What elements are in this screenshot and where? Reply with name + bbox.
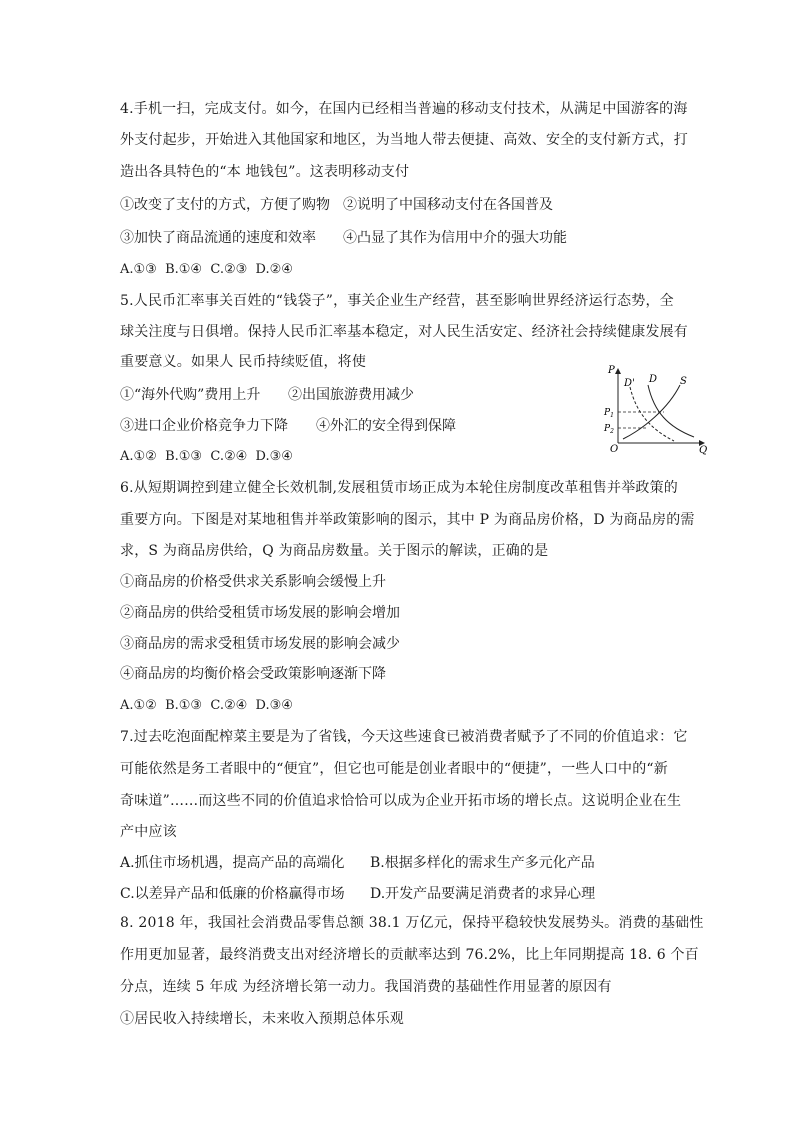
- q4-item-4: ④凸显了其作为信用中介的强大功能: [343, 230, 567, 246]
- supply-demand-diagram: [598, 357, 716, 459]
- q8-line-1: 8. 2018 年，我国社会消费品零售总额 38.1 万亿元，保持平稳较快发展势头。消费的基础性: [120, 915, 704, 931]
- q5-line-3: 重要意义。如果人 民币持续贬值，将使: [120, 354, 367, 370]
- q4-line-3: 造出各具特色的“本 地钱包”。这表明移动支付: [120, 164, 410, 180]
- q6-item-2: ②商品房的供给受租赁市场发展的影响会增加: [120, 605, 400, 621]
- supply-label: S: [680, 376, 687, 387]
- price-axis-label: P: [608, 365, 615, 376]
- q5-choices: A.①② B.①③ C.②④ D.③④: [120, 449, 293, 464]
- q7-line-4: 产中应该: [120, 824, 177, 840]
- q7-option-a: A.抓住市场机遇，提高产品的高端化: [120, 855, 345, 871]
- q8-line-2: 作用更加显著，最终消费支出对经济增长的贡献率达到 76.2%，比上年同期提高 18. 6 个百: [120, 947, 699, 963]
- demand-curve: [648, 385, 694, 437]
- origin-label: O: [610, 444, 619, 455]
- q5-item-1: ①“海外代购”费用上升: [120, 387, 261, 403]
- q5-item-2: ②出国旅游费用减少: [288, 387, 414, 403]
- q5-line-2: 球关注度与日俱增。保持人民币汇率基本稳定，对人民生活安定、经济社会持续健康发展有: [120, 324, 688, 340]
- q6-choices: A.①② B.①③ C.②④ D.③④: [120, 698, 293, 713]
- q7-option-b: B.根据多样化的需求生产多元化产品: [370, 855, 595, 871]
- q8-line-3: 分点，连续 5 年成 为经济增长第一动力。我国消费的基础性作用显著的原因有: [120, 979, 612, 995]
- q6-line-2: 重要方向。下图是对某地租售并举政策影响的图示，其中 P 为商品房价格，D 为商品房的需: [120, 512, 695, 528]
- q7-line-2: 可能依然是务工者眼中的“便宜”，但它也可能是创业者眼中的“便捷”，一些人口中的“新: [120, 761, 668, 777]
- q4-item-2: ②说明了中国移动支付在各国普及: [343, 197, 553, 213]
- demand-prime-curve: [630, 387, 674, 441]
- p1-label: $P_1$: [604, 408, 614, 419]
- demand-prime-label: D': [624, 378, 635, 389]
- q8-item-1: ①居民收入持续增长，未来收入预期总体乐观: [120, 1011, 404, 1027]
- q6-line-1: 6.从短期调控到建立健全长效机制,发展租赁市场正成为本轮住房制度改革租售并举政策的: [120, 480, 679, 496]
- q7-option-c: C.以差异产品和低廉的价格赢得市场: [120, 886, 345, 902]
- q4-choices: A.①③ B.①④ C.②③ D.②④: [120, 262, 293, 277]
- q7-line-3: 奇味道”……而这些不同的价值追求恰恰可以成为企业开拓市场的增长点。这说明企业在生: [120, 793, 682, 809]
- q6-item-1: ①商品房的价格受供求关系影响会缓慢上升: [120, 574, 386, 590]
- q5-line-1: 5.人民币汇率事关百姓的“钱袋子”，事关企业生产经营，甚至影响世界经济运行态势，全: [120, 293, 674, 309]
- p2-label: $P_2$: [604, 424, 614, 435]
- demand-label: D: [649, 374, 658, 385]
- q5-item-3: ③进口企业价格竞争力下降: [120, 418, 288, 434]
- q7-line-1: 7.过去吃泡面配榨菜主要是为了省钱，今天这些速食已被消费者赋予了不同的价值追求：它: [120, 729, 688, 745]
- q6-item-3: ③商品房的需求受租赁市场发展的影响会减少: [120, 636, 400, 652]
- quantity-axis-label: Q: [699, 445, 708, 456]
- q7-option-d: D.开发产品要满足消费者的求异心理: [370, 886, 596, 902]
- q4-item-1: ①改变了支付的方式，方便了购物: [120, 197, 330, 213]
- q5-item-4: ④外汇的安全得到保障: [316, 418, 456, 434]
- q6-line-3: 求，S 为商品房供给，Q 为商品房数量。关于图示的解读，正确的是: [120, 543, 549, 559]
- q4-line-2: 外支付起步，开始进入其他国家和地区，为当地人带去便捷、高效、安全的支付新方式，打: [120, 132, 688, 148]
- q4-item-3: ③加快了商品流通的速度和效率: [120, 230, 316, 246]
- q6-item-4: ④商品房的均衡价格会受政策影响逐渐下降: [120, 666, 386, 682]
- q4-line-1: 4.手机一扫，完成支付。如今，在国内已经相当普遍的移动支付技术，从满足中国游客的海: [120, 101, 688, 117]
